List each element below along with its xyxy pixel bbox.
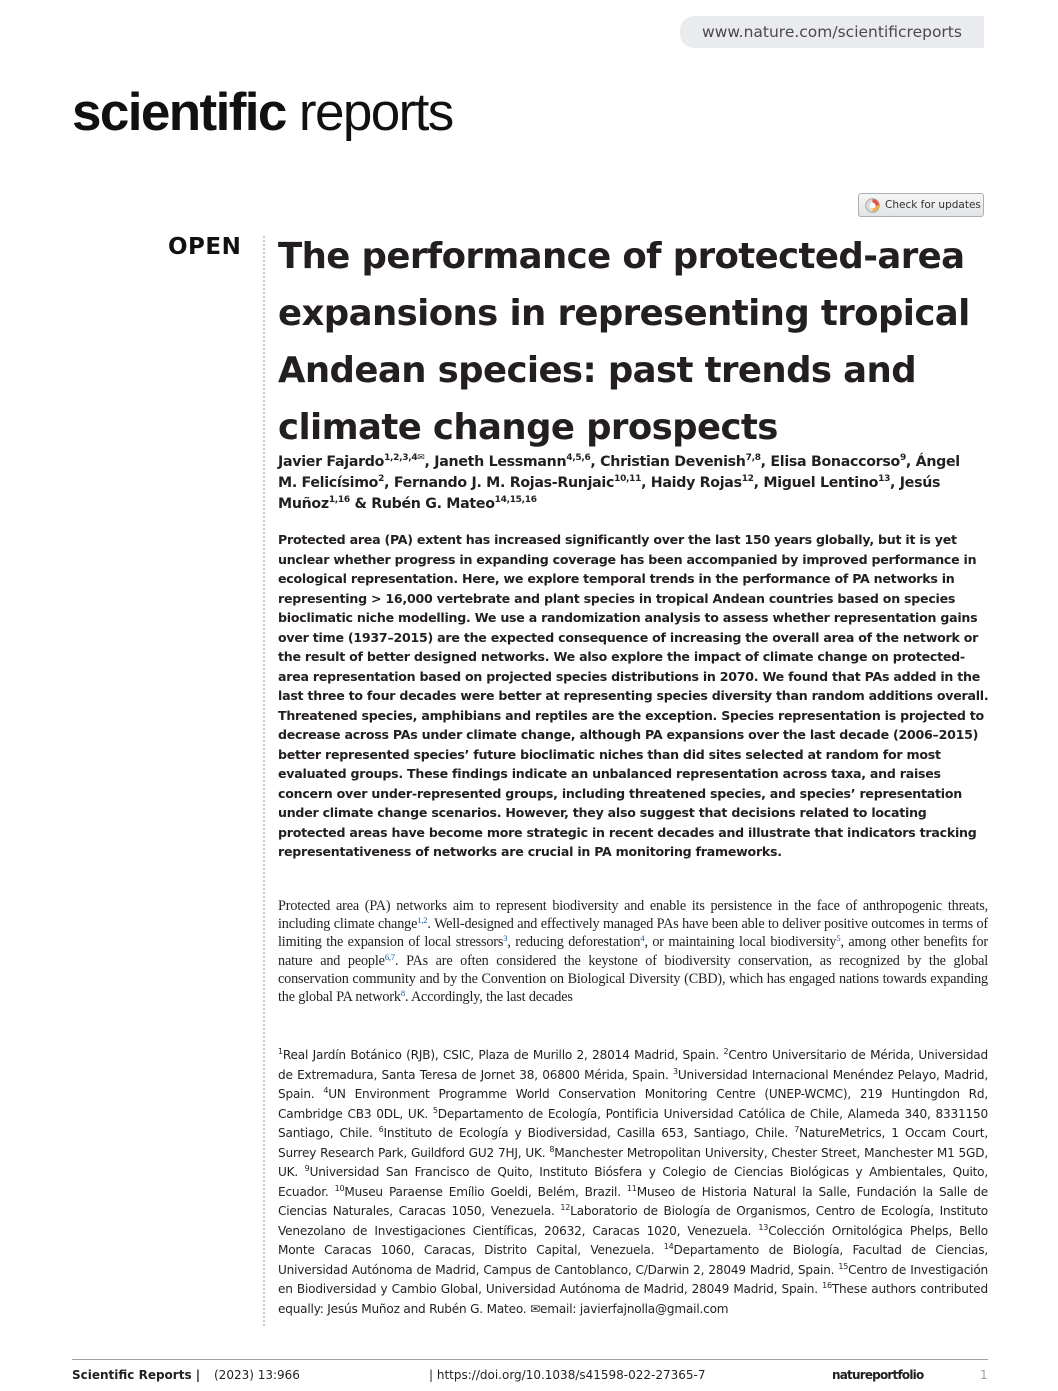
- author-list[interactable]: Javier Fajardo$^{1,2,3,4✉}$, Janeth Lessmann$^{4,5,6}$, Christian Devenish$^{7,8}$, Elisa Bonaccorso$^9$, Ángel M. Felicísimo$^2$, Fernando J. M. Rojas-Runjaic$^{10,11}$, Haidy Rojas$^{12}$, Miguel Lentino$^{13}$, Jesús Muñoz$^{1,16}$ & Rubén G. Mateo$^{14,15,16}$: [278, 453, 960, 512]
- footer-divider: [72, 1359, 988, 1360]
- journal-logo-bold: scientific: [72, 83, 286, 142]
- nature-portfolio-logo: natureportfolio: [832, 1368, 924, 1382]
- affiliations: $^1$Real Jardín Botánico (RJB), CSIC, Plaza de Murillo 2, 28014 Madrid, Spain. $^2$Centro Universitario de Mérida, Universidad de Extremadura, Santa Teresa de Jornet 38, 06800 Mérida, Spain. $^3$Universidad Internacional Menéndez Pelayo, Madrid, Spain. $^4$UN Environment Programme World Conservation Monitoring Centre (UNEP-WCMC), 219 Huntingdon Rd, Cambridge CB3 0DL, UK. $^5$Departamento de Ecología, Pontificia Universidad Católica de Chile, Alameda 340, 8331150 Santiago, Chile. $^6$Instituto de Ecología y Biodiversidad, Casilla 653, Santiago, Chile. $^7$NatureMetrics, 1 Occam Court, Surrey Research Park, Guildford GU2 7HJ, UK. $^8$Manchester Metropolitan University, Chester Street, Manchester M1 5GD, UK. $^9$Universidad San Francisco de Quito, Instituto Biósfera y Colegio de Ciencias Biológicas y Ambientales, Quito, Ecuador. $^{10}$Museu Paraense Emílio Goeldi, Belém, Brazil. $^{11}$Museo de Historia Natural la Salle, Fundación la Salle de Ciencias Naturales, Caracas 1050, Venezuela. $^{12}$Laboratorio de Biología de Organismos, Centro de Ecología, Instituto Venezolano de Investigaciones Científicas, 20632, Caracas 1020, Venezuela. $^{13}$Colección Ornitológica Phelps, Bello Monte Caracas 1060, Caracas, Distrito Capital, Venezuela. $^{14}$Departamento de Biología, Facultad de Ciencias, Universidad Autónoma de Madrid, Campus de Cantoblanco, C/Darwin 2, 28049 Madrid, Spain. $^{15}$Centro de Investigación en Biodiversidad y Cambio Global, Universidad Autónoma de Madrid, 28049 Madrid, Spain. $^{16}$These authors contributed equally: Jesús Muñoz and Rubén G. Mateo. ✉email: javierfajnolla@gmail.com: [278, 1047, 989, 1316]
- footer-doi-link[interactable]: | https://doi.org/10.1038/s41598-022-27365-7: [429, 1368, 706, 1382]
- footer-year-volume: (2023) 13:966: [214, 1368, 300, 1382]
- journal-url[interactable]: www.nature.com/scientificreports: [680, 16, 984, 48]
- article-title: The performance of protected-area expansions in representing tropical Andean species: past trends and climate change prospects: [278, 236, 970, 448]
- check-for-updates-label: Check for updates: [885, 199, 981, 211]
- journal-logo[interactable]: [72, 83, 453, 142]
- journal-logo-light: reports: [298, 83, 453, 142]
- body-paragraph: Protected area (PA) networks aim to represent biodiversity and enable its persistence in the face of anthropogenic threats, including climate change$^{1,2}$. Well-designed and effectively managed PAs have been able to deliver positive outcomes in terms of limiting the expansion of local stressors$^3$, reducing deforestation$^4$, or maintaining local biodiversity$^5$, among other benefits for nature and people$^{6,7}$. PAs are often considered the keystone of biodiversity conservation, as recognized by the global conservation community and by the Convention on Biological Diversity (CBD), which has engaged nations towards expanding the global PA network$^8$. Accordingly, the last decades: [278, 898, 989, 1006]
- open-access-label: OPEN: [168, 234, 242, 260]
- check-for-updates-button[interactable]: [858, 193, 984, 217]
- page-footer: [72, 1368, 988, 1388]
- vertical-divider: [263, 236, 265, 1326]
- abstract: Protected area (PA) extent has increased significantly over the last 150 years globally, but it is yet unclear whether progress in expanding coverage has been accompanied by improved performance in ecological representation. Here, we explore temporal trends in the performance of PA networks in representing > 16,000 vertebrate and plant species in tropical Andean countries based on species bioclimatic niche modelling. We use a randomization analysis to assess whether representation gains over time (1937–2015) are the expected consequence of increasing the overall area of the network or the result of better designed networks. We also explore the impact of climate change on protected-area representation based on projected species distributions in 2070. We found that PAs added in the last three to four decades were better at representing species diversity than random additions overall. Threatened species, amphibians and reptiles are the exception. Species representation is projected to decrease across PAs under climate change, although PA expansions over the last decade (2006–2015) better represented species’ future bioclimatic niches than did sites selected at random for most evaluated groups. These findings indicate an unbalanced representation across taxa, and raises concern over under-represented groups, including threatened species, and species’ representation under climate change scenarios. However, they also suggest that decisions related to locating protected areas have become more strategic in recent decades and illustrate that indicators tracking representativeness of networks are crucial in PA monitoring frameworks.: [278, 532, 989, 859]
- footer-journal: Scientific Reports |: [72, 1368, 201, 1382]
- crossmark-icon: [865, 198, 880, 213]
- page-number: 1: [980, 1368, 988, 1382]
